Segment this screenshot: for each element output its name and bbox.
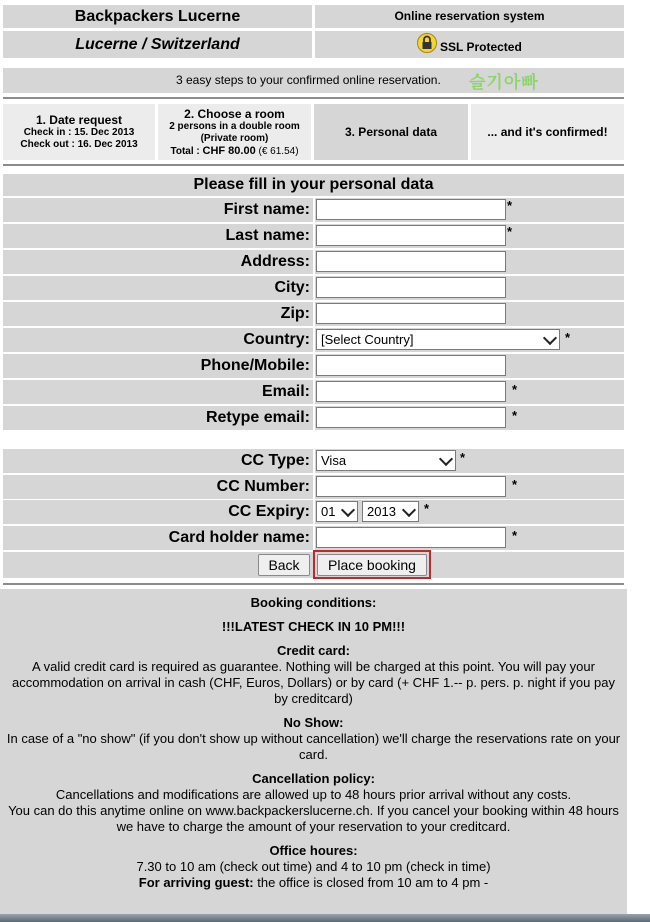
check-out-date: Check out : 16. Dec 2013 [20,139,138,150]
location: Lucerne / Switzerland [3,31,312,58]
step-room-title: 2. Choose a room [184,106,285,121]
country-select[interactable] [316,329,560,350]
hostel-name: Backpackers Lucerne [3,5,312,28]
office-text: 7.30 to 10 am (check out time) and 4 to 10 pm (check in time) [136,859,491,874]
credit-card-text: A valid credit card is required as guarantee. Nothing will be charged at this point. You will pay your accommodation on arrival in cash (CHF, Euros, Dollars) or by card (+ CHF 1.-- p. pers. p. night if you pay by creditcard) [12,659,615,706]
retype-email-label: Retype email: [3,406,313,430]
address-label: Address: [3,250,313,274]
latest-checkin: !!!LATEST CHECK IN 10 PM!!! [221,619,406,634]
step-date-title: 1. Date request [35,113,123,127]
required-marker: * [512,477,518,492]
required-marker: * [507,224,513,239]
cc-type-value: Visa [321,453,347,468]
booking-conditions [0,589,627,922]
card-holder-input[interactable] [316,527,506,548]
step-personal-data: 3. Personal data [314,104,468,160]
conditions-title: Booking conditions: [250,595,377,610]
expiry-year-value: 2013 [367,504,396,519]
chevron-down-icon [341,503,355,517]
no-show-title: No Show: [283,715,344,730]
city-input[interactable] [316,277,506,298]
city-label: City: [3,276,313,300]
steps-banner-text: 3 easy steps to your confirmed online reservation. [176,73,441,87]
arriving-note [6,875,621,891]
arriving-text: the office is closed from 10 am to 4 pm - [257,875,489,890]
divider [3,583,624,586]
cancellation-text-1: Cancellations and modifications are allowed up to 48 hours prior arrival without any costs. [55,787,572,802]
address-input[interactable] [316,251,506,272]
divider [3,164,624,167]
zip-input[interactable] [316,303,506,324]
check-in-date: Check in : 15. Dec 2013 [23,127,135,138]
step-date-request [3,104,155,160]
cc-number-label: CC Number: [3,475,313,499]
arriving-label: For arriving guest: [138,875,254,890]
last-name-label: Last name: [3,224,313,248]
expiry-month-value: 01 [321,504,336,519]
required-marker: * [460,450,466,465]
room-line2: (Private room) [200,132,269,144]
card-holder-label: Card holder name: [3,526,313,550]
cc-expiry-label: CC Expiry: [3,500,313,524]
zip-label: Zip: [3,302,313,326]
lock-icon [417,33,437,53]
step-confirmed: ... and it's confirmed! [471,104,624,160]
room-line1: 2 persons in a double room [169,120,300,132]
credit-card-title: Credit card: [277,643,350,658]
form-title: Please fill in your personal data [3,174,624,196]
office-title: Office houres: [269,843,358,858]
room-total: Total : CHF 80.00 (€ 61.54) [170,144,299,157]
chevron-down-icon [543,331,557,345]
required-marker: * [512,528,518,543]
first-name-label: First name: [3,198,313,222]
expiry-month-select[interactable] [316,501,358,522]
cancellation-title: Cancellation policy: [252,771,375,786]
retype-email-input[interactable] [316,407,506,428]
divider [3,97,624,100]
email-label: Email: [3,380,313,404]
required-marker: * [507,198,513,213]
cc-type-label: CC Type: [3,449,313,473]
system-label: Online reservation system [315,5,624,28]
back-button[interactable]: Back [258,554,310,576]
email-input[interactable] [316,381,506,402]
country-value: [Select Country] [321,332,414,347]
required-marker: * [424,501,430,516]
chevron-down-icon [402,503,416,517]
watermark: 슬기아빠 [469,73,539,92]
country-label: Country: [3,328,313,352]
phone-input[interactable] [316,355,506,376]
window-bottom-edge [0,914,650,922]
phone-label: Phone/Mobile: [3,354,313,378]
step-choose-room [158,104,311,160]
cancellation-text-2: You can do this anytime online on www.backpackerslucerne.ch. If you cancel your booking within 48 hours we have to charge the amount of your reservation to your creditcard. [8,803,619,834]
last-name-input[interactable] [316,225,506,246]
steps-banner [3,68,624,93]
first-name-input[interactable] [316,199,506,220]
ssl-label: SSL Protected [440,40,522,54]
cc-number-input[interactable] [316,476,506,497]
required-marker: * [512,382,518,397]
expiry-year-select[interactable] [362,501,419,522]
ssl-badge [315,31,624,58]
cc-type-select[interactable] [316,450,456,471]
no-show-text: In case of a "no show" (if you don't show up without cancellation) we'll charge the reservations rate on your card. [6,731,621,762]
required-marker: * [512,408,518,423]
required-marker: * [565,330,571,345]
place-booking-button[interactable]: Place booking [317,554,427,576]
chevron-down-icon [439,452,453,466]
